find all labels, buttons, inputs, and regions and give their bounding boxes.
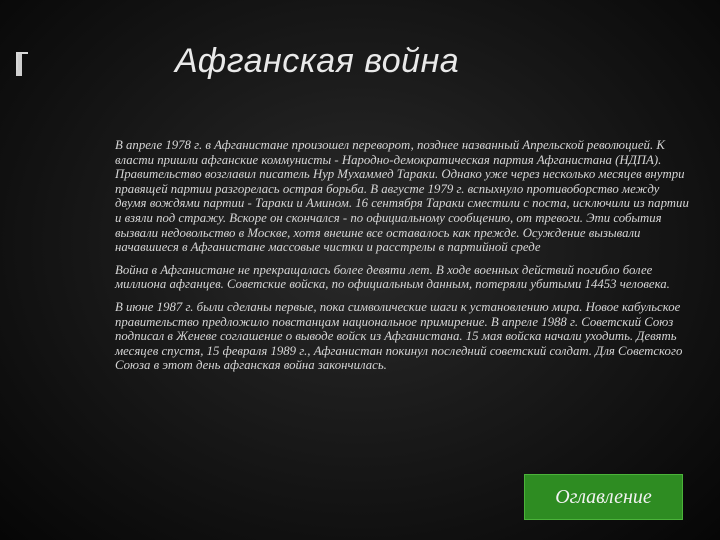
paragraph-revolution: В апреле 1978 г. в Афганистане произошел переворот, позднее названный Апрельской революцией. К власти пришли афганские коммунисты - Народно-демократическая партия Афганистана (НДПА). Правительство возглавил писатель Нур Мухаммед Тараки. Однако уже через несколько месяцев внутри правящей партии разгорелась острая борьба. В августе 1979 г. вспыхнуло противоборство между двумя вождями партии - Тараки и Амином. 16 сентября Тараки сместили с поста, исключили из партии и взяли под стражу. Вскоре он скончался - по официальному сообщению, от тревоги. Эти события вызвали недовольство в Москве, хотя внешне все оставалось как прежде. Осуждение вызывали начавшиеся в Афганистане массовые чистки и расстрелы в партийной среде [115, 138, 689, 255]
decorative-bracket [16, 52, 28, 70]
toc-button-label: Оглавление [555, 485, 652, 508]
table-of-contents-button[interactable] [524, 474, 683, 520]
slide-body [115, 138, 690, 381]
paragraph-withdrawal: В июне 1987 г. были сделаны первые, пока символические шаги к установлению мира. Новое кабульское правительство предложило повстанцам национальное примирение. В апреле 1988 г. Советский Союз подписал в Женеве соглашение о выводе войск из Афганистана. 15 мая войска начали уходить. Девять месяцев спустя, 15 февраля 1989 г., Афганистан покинул последний советский солдат. Для Советского Союза в этот день афганская война закончилась. [115, 299, 683, 373]
paragraph-war-losses: Война в Афганистане не прекращалась более девяти лет. В ходе военных действий погибло более миллиона афганцев. Советские войска, по официальным данным, потеряли убитыми 14453 человека. [115, 262, 670, 292]
slide-title: Афганская война [175, 42, 460, 80]
